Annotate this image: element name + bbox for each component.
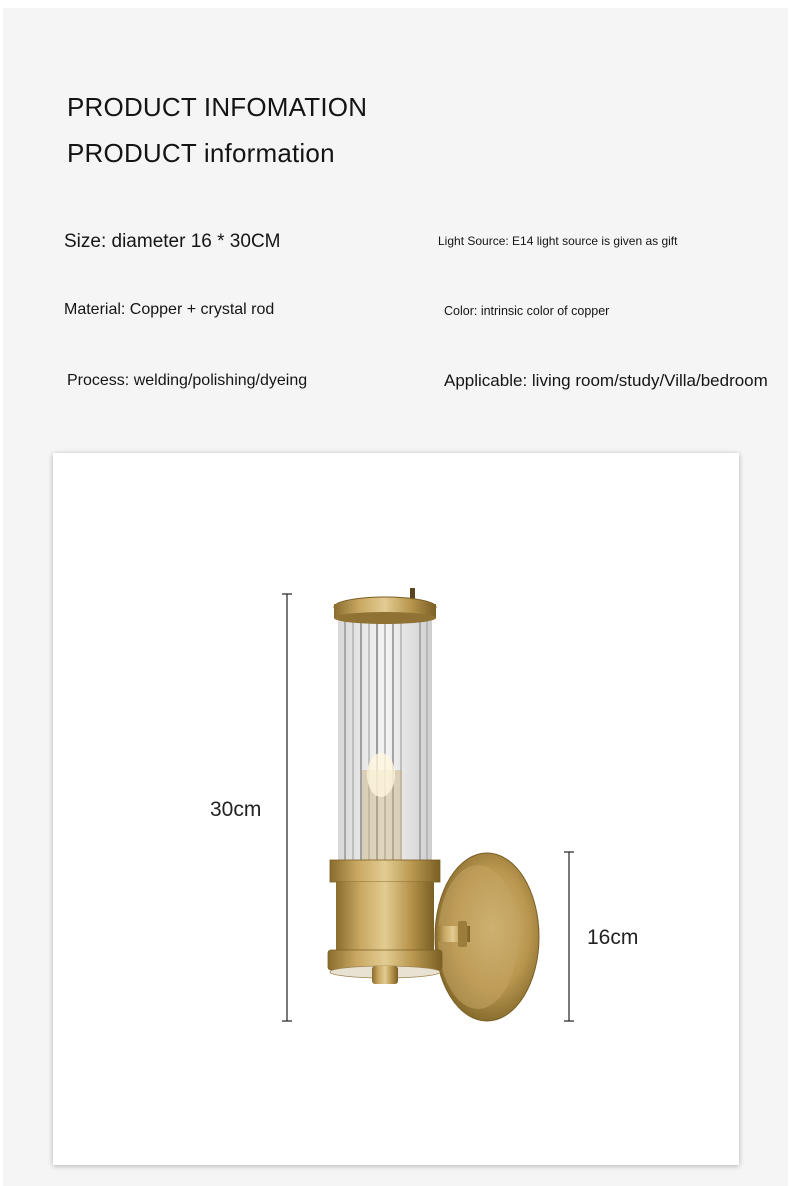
arm-joint [458, 921, 467, 947]
spec-material: Material: Copper + crystal rod [64, 301, 275, 318]
base-diameter-label: 16cm [587, 926, 639, 949]
page-title: PRODUCT INFOMATION [67, 92, 368, 122]
spec-light-source: Light Source: E14 light source is given as gift [438, 234, 678, 248]
crystal-rod-shade [338, 616, 432, 866]
spec-color: Color: intrinsic color of copper [444, 304, 610, 318]
height-label: 30cm [210, 798, 262, 821]
spec-size: Size: diameter 16 * 30CM [64, 231, 281, 252]
spec-process: Process: welding/polishing/dyeing [67, 372, 308, 389]
base-dimension-line [564, 852, 574, 1021]
spec-applicable: Applicable: living room/study/Villa/bedroom [444, 371, 768, 390]
lamp-body-cylinder [328, 860, 442, 984]
top-cap [334, 597, 436, 624]
page-subtitle: PRODUCT information [67, 138, 335, 168]
height-dimension-line [282, 594, 292, 1021]
